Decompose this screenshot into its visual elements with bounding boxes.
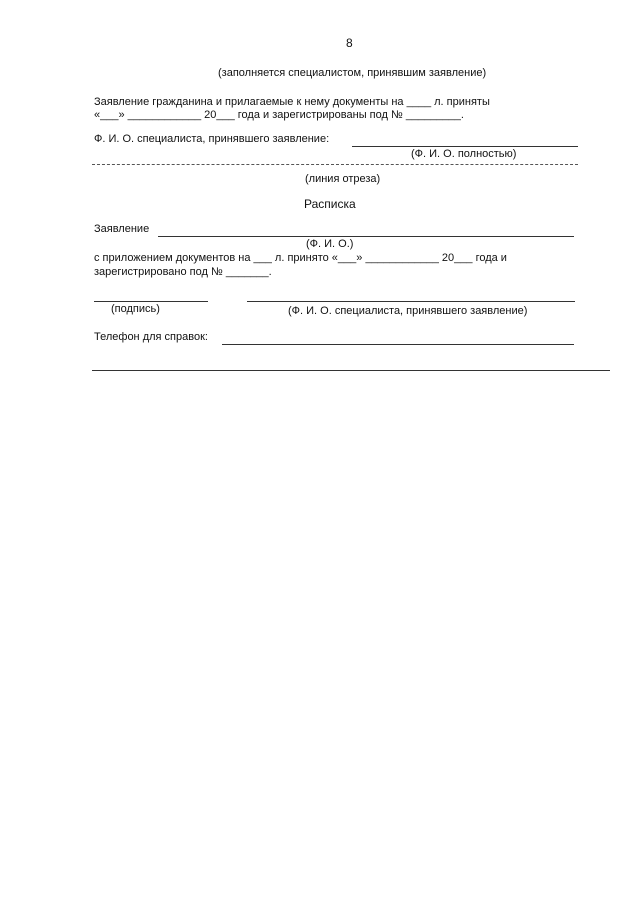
specialist-caption: (Ф. И. О. специалиста, принявшего заявление) xyxy=(288,305,528,317)
cut-line xyxy=(92,164,578,165)
receipt-applicant-line xyxy=(158,236,574,237)
specialist-fio-line xyxy=(352,146,578,147)
acceptance-line-2: «___» ____________ 20___ года и зарегистрированы под № _________. xyxy=(94,109,464,121)
receipt-title: Расписка xyxy=(304,197,356,211)
signature-caption: (подпись) xyxy=(111,303,160,315)
page-number: 8 xyxy=(346,36,353,50)
receipt-statement-label: Заявление xyxy=(94,223,150,235)
receipt-line-1: с приложением документов на ___ л. принято «___» ____________ 20___ года и xyxy=(94,252,507,264)
signature-line xyxy=(94,301,208,302)
receipt-fio-caption: (Ф. И. О.) xyxy=(306,238,354,250)
specialist-signature-line xyxy=(247,301,575,302)
acceptance-line-1: Заявление гражданина и прилагаемые к нему документы на ____ л. приняты xyxy=(94,96,490,108)
phone-line xyxy=(222,344,574,345)
phone-label: Телефон для справок: xyxy=(94,331,208,343)
specialist-fio-caption: (Ф. И. О. полностью) xyxy=(411,148,517,160)
cut-line-label: (линия отреза) xyxy=(305,173,381,185)
specialist-fio-label: Ф. И. О. специалиста, принявшего заявление: xyxy=(94,133,330,145)
bottom-rule xyxy=(92,370,610,371)
receipt-line-2: зарегистрировано под № _______. xyxy=(94,266,272,278)
specialist-note: (заполняется специалистом, принявшим заявление) xyxy=(218,67,487,79)
